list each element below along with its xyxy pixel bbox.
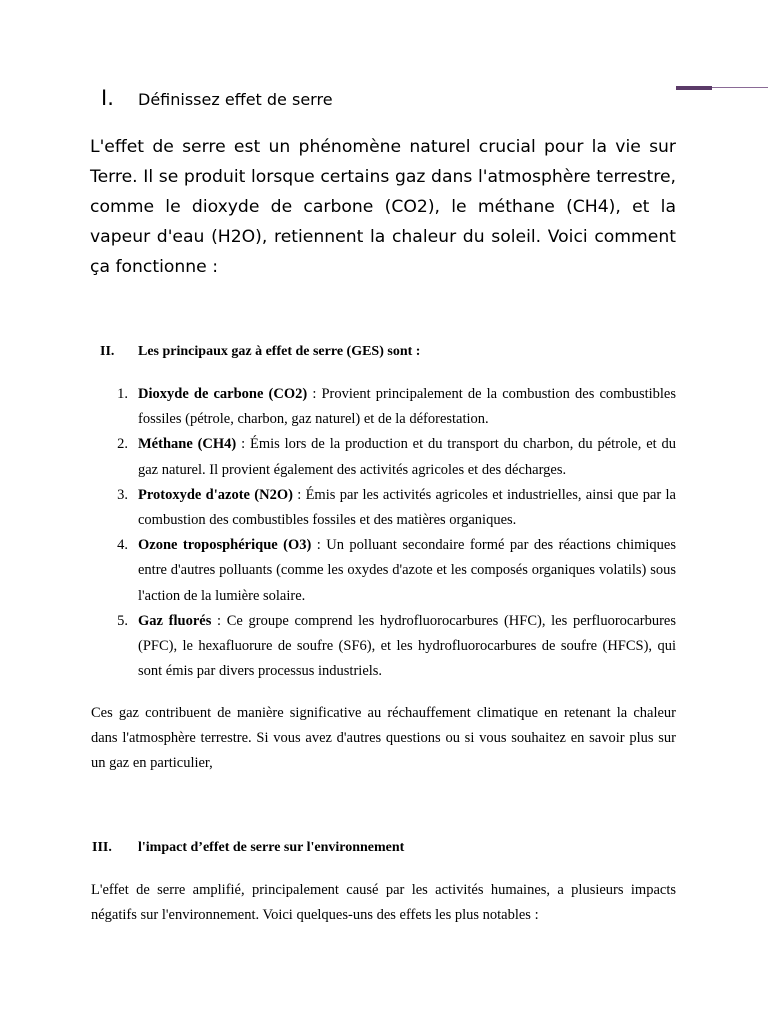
section-1 [90, 86, 676, 282]
list-item-number: 5. [117, 612, 128, 629]
list-item-number: 4. [117, 537, 128, 554]
gas-description: : Un polluant secondaire formé par des réactions chimiques entre d'autres polluants (comme les oxydes d'azote et les composés organiques volatils) sous l'action de la lumière solaire. [138, 537, 676, 604]
section-3-number: III. [92, 840, 112, 855]
list-item [91, 609, 676, 685]
list-item [91, 533, 676, 609]
section-2-heading [100, 344, 420, 360]
gas-description: : Provient principalement de la combustion des combustibles fossiles (pétrole, charbon, gaz naturel) et de la déforestation. [138, 386, 677, 428]
section-2-title: Les principaux gaz à effet de serre (GES) sont : [138, 344, 421, 359]
list-item-number: 1. [117, 386, 128, 402]
section-2-conclusion: Ces gaz contribuent de manière significative au réchauffement climatique en retenant la chaleur dans l'atmosphère terrestre. Si vous avez d'autres questions ou si vous souhaitez en savoir plus sur un gaz en particulier, [91, 705, 676, 772]
section-3-body: L'effet de serre amplifié, principalement causé par les activités humaines, a plusieurs impacts négatifs sur l'environnement. Voici quelques-uns des effets les plus notables : [91, 882, 676, 924]
gas-name: Gaz fluorés [138, 612, 212, 629]
gas-name: Dioxyde de carbone (CO2) [138, 386, 308, 402]
gas-description: : Ce groupe comprend les hydrofluorocarbures (HFC), les perfluorocarbures (PFC), le hexafluorure de soufre (SF6), et les hydrofluorocarbures de soufre (HFCS), qui sont émis par divers processus industriels. [138, 612, 677, 680]
list-item-text [138, 483, 676, 533]
list-item [91, 382, 676, 432]
gas-description: : Émis lors de la production et du transport du charbon, du pétrole, et du gaz naturel. Il provient également des activités agricoles et des décharges. [138, 436, 676, 478]
list-item-text [138, 382, 676, 432]
accent-bar-segment [676, 86, 712, 90]
list-item [91, 432, 676, 482]
list-item-number: 2. [117, 436, 128, 453]
list-item-text [138, 432, 676, 482]
section-1-number: I. [101, 86, 114, 110]
section-1-body: L'effet de serre est un phénomène naturel crucial pour la vie sur Terre. Il se produit lorsque certains gaz dans l'atmosphère terrestre, comme le dioxyde de carbone (CO2), le méthane (CH4), et la vapeur d'eau (H2O), retiennent la chaleur du soleil. Voici comment ça fonctionne : [90, 137, 676, 277]
gas-description: : Émis par les activités agricoles et industrielles, ainsi que par la combustion des combustibles fossiles et des matières organiques. [138, 486, 676, 529]
gas-name: Protoxyde d'azote (N2O) [138, 486, 293, 503]
gas-name: Méthane (CH4) [138, 436, 237, 453]
section-3-title: l'impact d’effet de serre sur l'environnement [138, 840, 405, 855]
list-item-number: 3. [117, 486, 128, 503]
section-1-heading [90, 86, 676, 114]
list-item-text [138, 609, 676, 685]
section-1-title: Définissez effet de serre [138, 90, 333, 109]
gas-name: Ozone troposphérique (O3) [138, 537, 312, 554]
header-decoration-bar [676, 86, 768, 90]
list-item [91, 483, 676, 533]
list-item-text [138, 533, 676, 609]
accent-bar-line [712, 87, 768, 88]
greenhouse-gas-list [91, 382, 676, 684]
section-3-heading [92, 840, 404, 856]
section-2-number: II. [100, 344, 115, 359]
